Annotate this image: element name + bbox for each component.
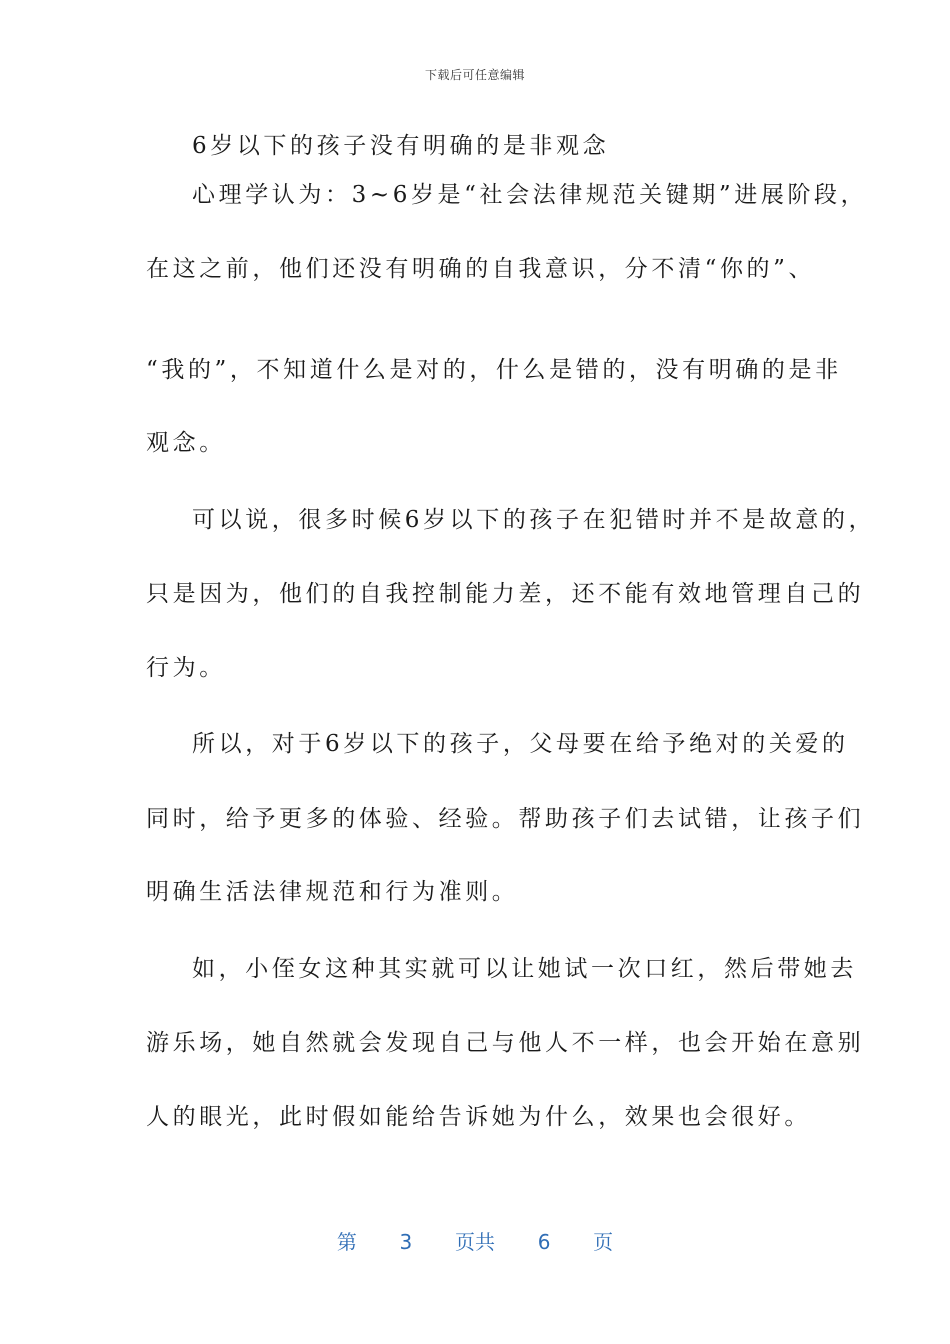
footer-total-pages: 6 (537, 1230, 551, 1254)
paragraph-line: 游乐场，她自然就会发现自己与他人不一样，也会开始在意别 (146, 1030, 865, 1056)
footer-suffix: 页 (593, 1230, 614, 1254)
page-header: 下载后可任意编辑 (424, 68, 525, 82)
paragraph-line: 可以说，很多时候6岁以下的孩子在犯错时并不是故意的， (192, 507, 876, 533)
paragraph-line: 只是因为，他们的自我控制能力差，还不能有效地管理自己的 (146, 581, 865, 607)
paragraph-line: 人的眼光，此时假如能给告诉她为什么，效果也会很好。 (146, 1104, 811, 1130)
footer-current-page: 3 (399, 1230, 413, 1254)
paragraph-line: 心理学认为：3~6岁是“社会法律规范关键期”进展阶段， (192, 182, 868, 208)
footer-prefix: 第 (336, 1230, 357, 1254)
footer-middle: 页共 (455, 1230, 495, 1254)
paragraph-line: 行为。 (146, 655, 226, 681)
paragraph-line: 6岁以下的孩子没有明确的是非观念 (192, 133, 610, 159)
paragraph-line: 所以，对于6岁以下的孩子，父母要在给予绝对的关爱的 (192, 731, 849, 757)
paragraph-line: 在这之前，他们还没有明确的自我意识，分不清“你的”、 (146, 256, 816, 282)
paragraph-line: “我的”，不知道什么是对的，什么是错的，没有明确的是非 (146, 357, 842, 383)
page-footer (0, 1226, 950, 1255)
paragraph-line: 同时，给予更多的体验、经验。帮助孩子们去试错，让孩子们 (146, 806, 865, 832)
paragraph-line: 如，小侄女这种其实就可以让她试一次口红，然后带她去 (192, 956, 857, 982)
paragraph-line: 明确生活法律规范和行为准则。 (146, 879, 519, 905)
paragraph-line: 观念。 (146, 430, 226, 456)
